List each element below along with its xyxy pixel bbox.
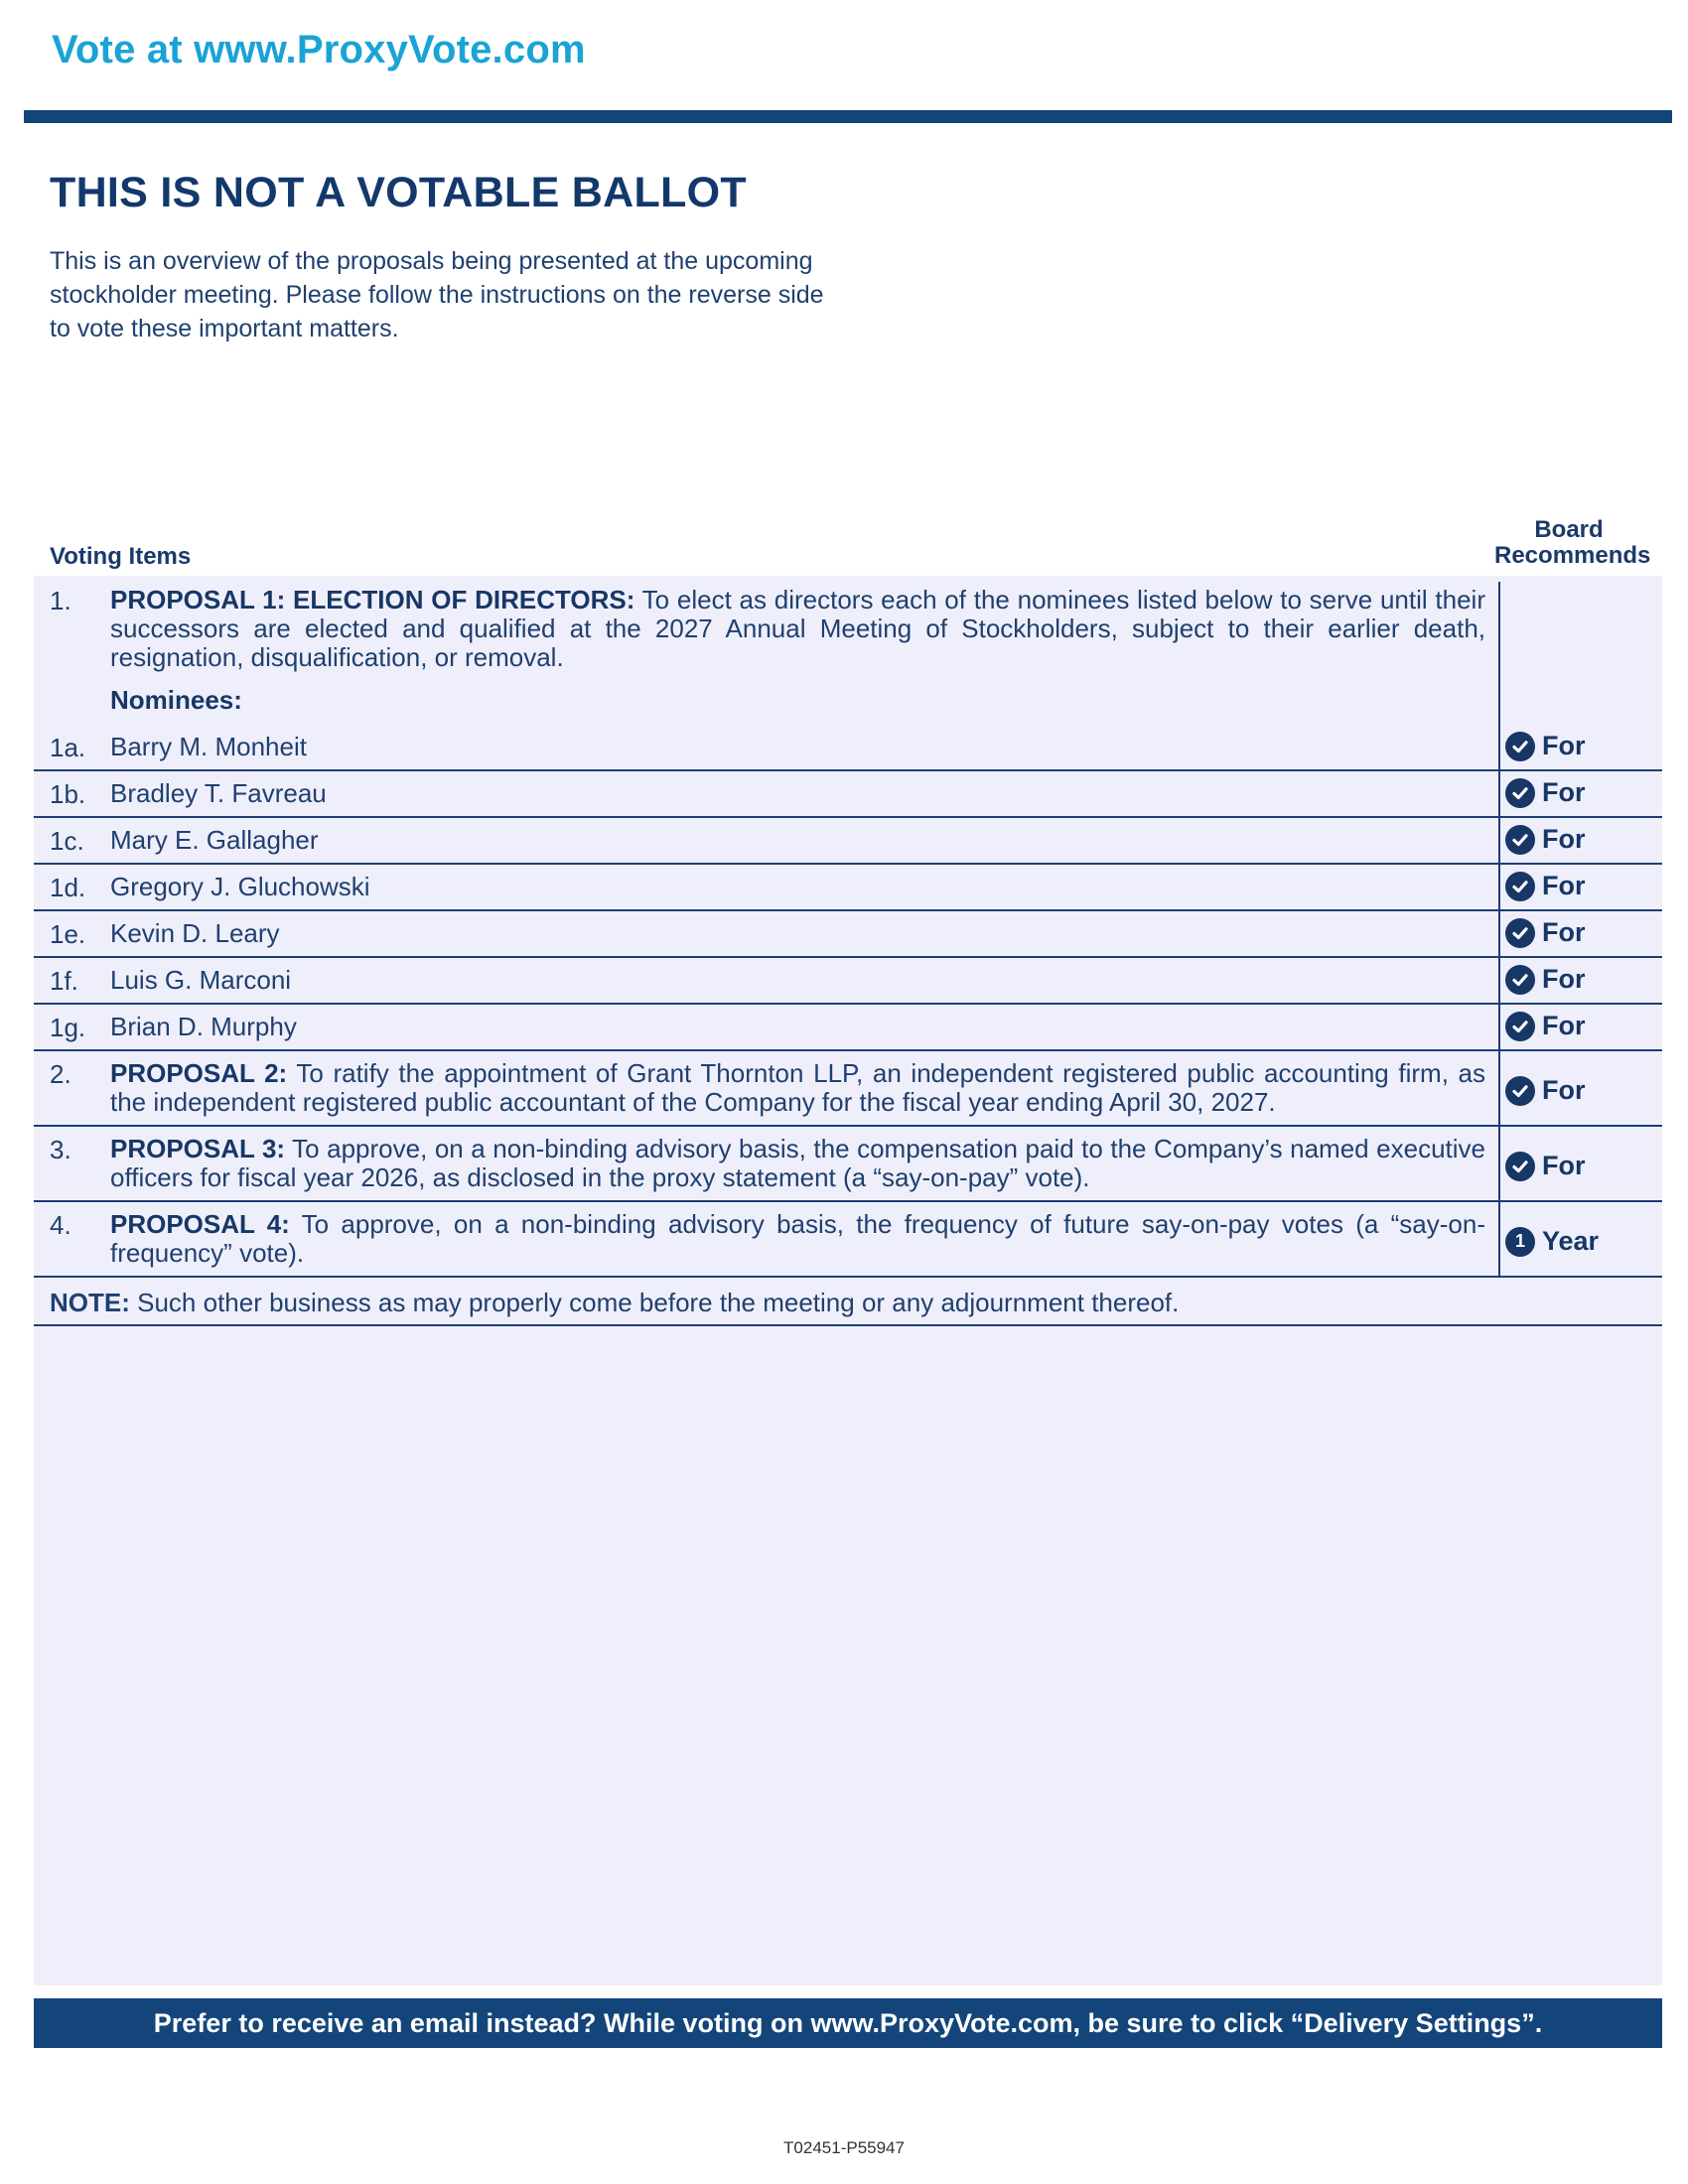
proposal-label: PROPOSAL 3: <box>110 1134 286 1163</box>
nominee-id: 1c. <box>50 826 84 856</box>
nominee-name: Kevin D. Leary <box>110 918 280 948</box>
check-circle-icon <box>1505 872 1535 901</box>
row-divider <box>34 1003 1662 1005</box>
recommendation-column-divider <box>1498 582 1500 1277</box>
check-circle-icon <box>1505 965 1535 995</box>
board-header-line2: Recommends <box>1494 542 1651 569</box>
recommendation-label: For <box>1542 917 1586 947</box>
recommendation-label: For <box>1542 1075 1586 1105</box>
check-circle-icon <box>1505 825 1535 855</box>
row-divider <box>34 1324 1662 1326</box>
footer-text: Prefer to receive an email instead? While voting on www.ProxyVote.com, be sure to click “Delivery Settings”. <box>153 2007 1543 2038</box>
row-divider <box>34 1276 1662 1278</box>
proposal-text <box>110 1210 1485 1268</box>
nominee-id: 1a. <box>50 733 86 762</box>
recommendation-label: Year <box>1542 1226 1600 1256</box>
nominees-label: Nominees: <box>110 685 242 715</box>
recommendation-one-year <box>1505 1226 1599 1257</box>
note-label: NOTE: <box>50 1288 130 1317</box>
nominee-name: Mary E. Gallagher <box>110 825 319 855</box>
proposal-description: To approve, on a non-binding advisory basis, the frequency of future say-on-pay votes (a “say-on-frequency” vote). <box>110 1209 1485 1268</box>
proposal-label: PROPOSAL 1: ELECTION OF DIRECTORS: <box>110 585 635 614</box>
recommendation-label: For <box>1542 731 1586 760</box>
header-rule <box>24 110 1672 123</box>
proposal-number: 3. <box>50 1135 71 1164</box>
badge-number: 1 <box>1514 1231 1525 1251</box>
note-text: Such other business as may properly come before the meeting or any adjournment thereof. <box>137 1288 1180 1317</box>
row-divider <box>34 1049 1662 1051</box>
nominee-name: Luis G. Marconi <box>110 965 292 995</box>
voting-items-column-header: Voting Items <box>50 543 192 570</box>
row-divider <box>34 909 1662 911</box>
recommendation-label: For <box>1542 1011 1586 1040</box>
proposal-description: To approve, on a non-binding advisory basis, the compensation paid to the Company’s named executive officers for fiscal year 2026, as disclosed in the proxy statement (a “say-on-pay” vote). <box>110 1134 1485 1192</box>
proposal-text <box>110 1059 1485 1117</box>
recommendation-for <box>1505 731 1586 761</box>
page-title: THIS IS NOT A VOTABLE BALLOT <box>50 169 747 216</box>
row-divider <box>34 1200 1662 1202</box>
proposal-number: 2. <box>50 1059 71 1089</box>
check-circle-icon <box>1505 778 1535 808</box>
proposal-label: PROPOSAL 2: <box>110 1058 288 1088</box>
nominee-id: 1f. <box>50 966 78 996</box>
note-row <box>50 1288 1179 1318</box>
recommendation-for <box>1505 871 1586 901</box>
row-divider <box>34 769 1662 771</box>
recommendation-for <box>1505 1151 1586 1181</box>
nominee-name: Bradley T. Favreau <box>110 778 327 808</box>
nominee-id: 1d. <box>50 873 86 902</box>
proposal-description: To elect as directors each of the nominees listed below to serve until their successors are elected and qualified at the 2027 Annual Meeting of Stockholders, subject to their earlier death, resignation, disqualification, or removal. <box>110 585 1485 672</box>
recommendation-for <box>1505 917 1586 948</box>
recommendation-label: For <box>1542 824 1586 854</box>
check-circle-icon <box>1505 1012 1535 1041</box>
row-divider <box>34 816 1662 818</box>
nominee-id: 1e. <box>50 919 86 949</box>
recommendation-for <box>1505 964 1586 995</box>
nominee-name: Brian D. Murphy <box>110 1012 297 1041</box>
nominee-id: 1g. <box>50 1013 86 1042</box>
recommendation-label: For <box>1542 964 1586 994</box>
check-circle-icon <box>1505 918 1535 948</box>
nominee-name: Barry M. Monheit <box>110 732 307 761</box>
delivery-settings-banner <box>34 1998 1662 2048</box>
check-circle-icon <box>1505 1152 1535 1181</box>
recommendation-for <box>1505 824 1586 855</box>
row-divider <box>34 863 1662 865</box>
intro-paragraph: This is an overview of the proposals being presented at the upcoming stockholder meeting. Please follow the instructions on the reverse side to vote these important matters. <box>50 247 824 342</box>
number-one-circle-icon <box>1505 1227 1535 1257</box>
board-header-line1: Board <box>1534 516 1604 543</box>
document-code: T02451-P55947 <box>783 2138 905 2157</box>
recommendation-for <box>1505 1011 1586 1041</box>
row-divider <box>34 956 1662 958</box>
recommendation-label: For <box>1542 777 1586 807</box>
recommendation-label: For <box>1542 871 1586 900</box>
recommendation-label: For <box>1542 1151 1586 1180</box>
proxyvote-url-heading[interactable]: Vote at www.ProxyVote.com <box>52 28 586 71</box>
proposal-text <box>110 1135 1485 1192</box>
proposal-number: 4. <box>50 1210 71 1240</box>
proposal-description: To ratify the appointment of Grant Thornton LLP, an independent registered public accounting firm, as the independent registered public accountant of the Company for the fiscal year ending April 30, 2027. <box>110 1058 1486 1117</box>
nominee-id: 1b. <box>50 779 86 809</box>
recommendation-for <box>1505 777 1586 808</box>
proposal-label: PROPOSAL 4: <box>110 1209 290 1239</box>
check-circle-icon <box>1505 732 1535 761</box>
board-recommends-column-header <box>1494 516 1651 569</box>
nominee-name: Gregory J. Gluchowski <box>110 872 370 901</box>
recommendation-for <box>1505 1075 1586 1106</box>
proposal-number: 1. <box>50 586 71 615</box>
row-divider <box>34 1125 1662 1127</box>
proposal-text <box>110 586 1485 672</box>
check-circle-icon <box>1505 1076 1535 1106</box>
